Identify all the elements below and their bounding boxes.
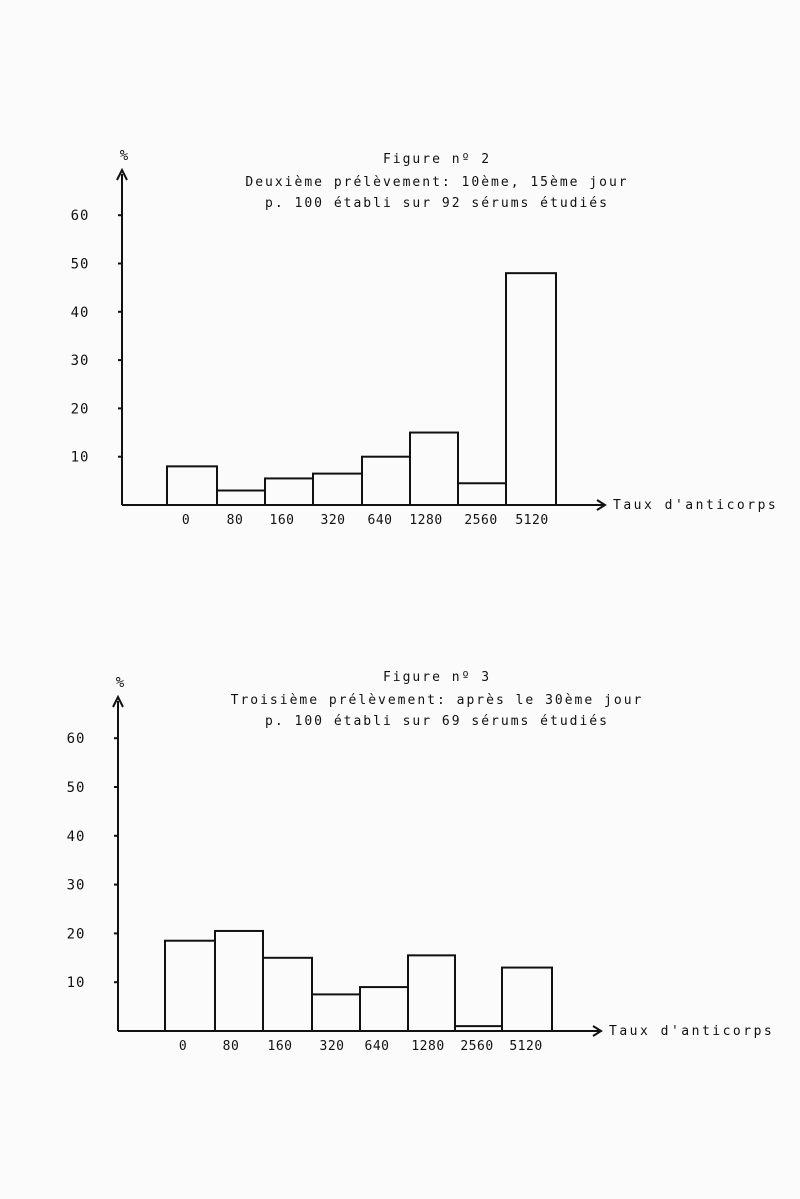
chart-subtitle: p. 100 établi sur 69 sérums étudiés xyxy=(265,714,609,729)
x-tick-label: 0 xyxy=(181,513,191,528)
bar-0 xyxy=(167,466,217,505)
bar-2560 xyxy=(455,1026,502,1031)
y-tick-label: 20 xyxy=(66,926,86,943)
x-tick-label: 5120 xyxy=(515,513,549,528)
y-tick-label: 60 xyxy=(70,208,90,225)
chart-subtitle: p. 100 établi sur 92 sérums étudiés xyxy=(265,196,609,211)
x-tick-label: 1280 xyxy=(409,513,443,528)
y-axis-label: % xyxy=(119,148,129,164)
x-tick-label: 2560 xyxy=(460,1039,494,1054)
x-axis-label: Taux d'anticorps xyxy=(613,498,779,513)
bar-2560 xyxy=(458,483,506,505)
bar-5120 xyxy=(502,968,552,1031)
x-tick-label: 320 xyxy=(320,513,346,528)
x-tick-label: 160 xyxy=(267,1039,293,1054)
y-tick-label: 20 xyxy=(70,401,90,418)
bar-1280 xyxy=(408,955,455,1031)
x-tick-label: 1280 xyxy=(411,1039,445,1054)
y-tick-label: 30 xyxy=(66,877,86,894)
x-tick-label: 0 xyxy=(178,1039,188,1054)
x-tick-label: 80 xyxy=(222,1039,240,1054)
x-tick-label: 160 xyxy=(269,513,295,528)
bar-80 xyxy=(217,491,265,505)
chart-subtitle: Deuxième prélèvement: 10ème, 15ème jour xyxy=(245,175,629,190)
y-tick-label: 40 xyxy=(66,828,86,845)
x-axis-label: Taux d'anticorps xyxy=(609,1024,775,1039)
bar-160 xyxy=(263,958,312,1031)
x-tick-label: 640 xyxy=(364,1039,390,1054)
bar-5120 xyxy=(506,273,556,505)
bar-320 xyxy=(313,474,362,505)
bar-640 xyxy=(362,457,410,505)
bar-0 xyxy=(165,941,215,1031)
x-tick-label: 2560 xyxy=(464,513,498,528)
bar-160 xyxy=(265,478,313,505)
figure-3 xyxy=(67,670,775,1054)
chart-title: Figure nº 2 xyxy=(382,152,492,167)
x-tick-label: 640 xyxy=(367,513,393,528)
y-tick-label: 60 xyxy=(66,731,86,748)
bar-80 xyxy=(215,931,263,1031)
bar-640 xyxy=(360,987,408,1031)
bar-320 xyxy=(312,994,360,1031)
y-tick-label: 10 xyxy=(66,975,86,992)
x-tick-label: 320 xyxy=(319,1039,345,1054)
y-tick-label: 10 xyxy=(70,449,90,466)
chart-title: Figure nº 3 xyxy=(382,670,492,685)
y-tick-label: 30 xyxy=(70,353,90,370)
figure-2 xyxy=(71,148,779,528)
y-tick-label: 50 xyxy=(66,780,86,796)
y-tick-label: 40 xyxy=(70,304,90,321)
y-tick-label: 50 xyxy=(70,256,90,273)
x-tick-label: 5120 xyxy=(509,1039,543,1054)
y-axis-label: % xyxy=(115,675,125,691)
chart-subtitle: Troisième prélèvement: après le 30ème jour xyxy=(230,693,644,708)
x-tick-label: 80 xyxy=(226,513,244,528)
bar-1280 xyxy=(410,433,458,505)
